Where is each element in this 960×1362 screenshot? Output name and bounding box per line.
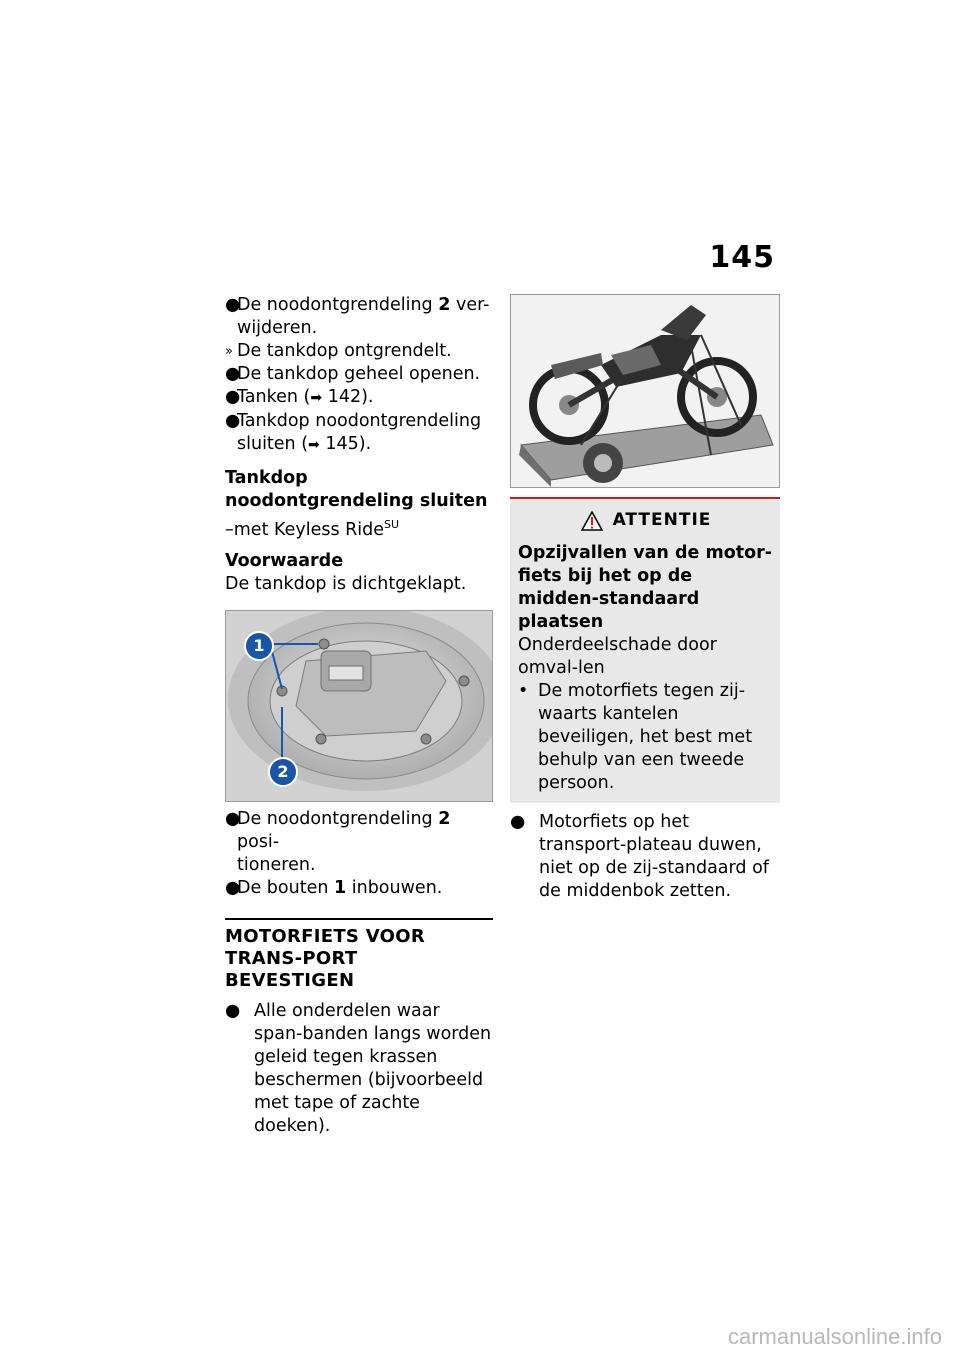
step-position-emergency-release: ● De noodontgrendeling 2 posi- tioneren. <box>225 808 451 875</box>
bullet-icon: ● <box>225 877 241 898</box>
result-icon: » <box>225 344 233 359</box>
callout-label-1: 1 <box>244 631 274 661</box>
footer-watermark: carmanualsonline.info <box>727 1324 942 1349</box>
step-protect-strap-contact: ● Alle onderdelen waar span-banden langs worden geleid tegen krassen beschermen (bijvoorbeeld met tape of zachte doeken). <box>225 1000 492 1136</box>
warning-title: ATTENTIE <box>518 509 774 532</box>
warning-box <box>510 497 780 803</box>
page-number: 145 <box>709 240 775 275</box>
motorcycle-trailer-figure <box>510 294 780 488</box>
section-heading-rule <box>225 918 493 992</box>
bullet-icon: • <box>518 681 529 701</box>
section-heading: MOTORFIETS VOOR TRANS-PORT BEVESTIGEN <box>225 925 426 991</box>
variant-note: –met Keyless Ride$^{SU}$ <box>225 518 400 540</box>
step-push-onto-platform: ● Motorfiets op het transport-plateau duwen, niet op de zij-standaard of de middenbok zetten. <box>510 812 769 901</box>
warning-triangle-icon <box>581 511 603 531</box>
callout-label-2: 2 <box>268 757 298 787</box>
step-close-emergency-release: ● Tankdop noodontgrendeling sluiten (➡ 145). <box>225 410 493 457</box>
page-ref-arrow-icon: ➡ <box>308 437 320 453</box>
subheading: Tankdop noodontgrendeling sluiten <box>225 468 488 511</box>
bullet-icon: ● <box>225 387 241 407</box>
warning-bullet: • De motorfiets tegen zij-waarts kantelen beveiligen, het best met behulp van een tweede persoon. <box>518 681 753 793</box>
condition-text: De tankdop is dichtgeklapt. <box>225 573 467 594</box>
bullet-icon: ● <box>225 411 241 431</box>
bullet-icon: ● <box>225 1000 241 1021</box>
warning-text: Onderdeelschade door omval-len <box>518 635 717 678</box>
page-ref-arrow-icon: ➡ <box>310 390 323 406</box>
page-reference-link[interactable]: 145). <box>325 434 372 454</box>
bullet-icon: ● <box>225 808 241 829</box>
fuel-cap-figure <box>225 610 493 802</box>
warning-subtitle: Opzijvallen van de motor-fiets bij het op de midden-standaard plaatsen <box>518 543 773 632</box>
result-cap-unlocks: » De tankdop ontgrendelt. <box>225 341 452 361</box>
step-refuel: ● Tanken (➡ 142). <box>225 386 493 410</box>
condition-label: Voorwaarde <box>225 550 344 571</box>
step-install-bolts: ● De bouten 1 inbouwen. <box>225 877 443 898</box>
left-column <box>225 294 493 1138</box>
bullet-icon: ● <box>225 295 241 315</box>
step-open-cap: ● De tankdop geheel openen. <box>225 364 481 384</box>
page-reference-link[interactable]: 142). <box>327 387 374 407</box>
step-remove-emergency-release: ● De noodontgrendeling 2 ver- wijderen. <box>225 295 490 338</box>
bullet-icon: ● <box>510 812 526 832</box>
bullet-icon: ● <box>225 364 241 384</box>
right-column <box>510 294 780 903</box>
